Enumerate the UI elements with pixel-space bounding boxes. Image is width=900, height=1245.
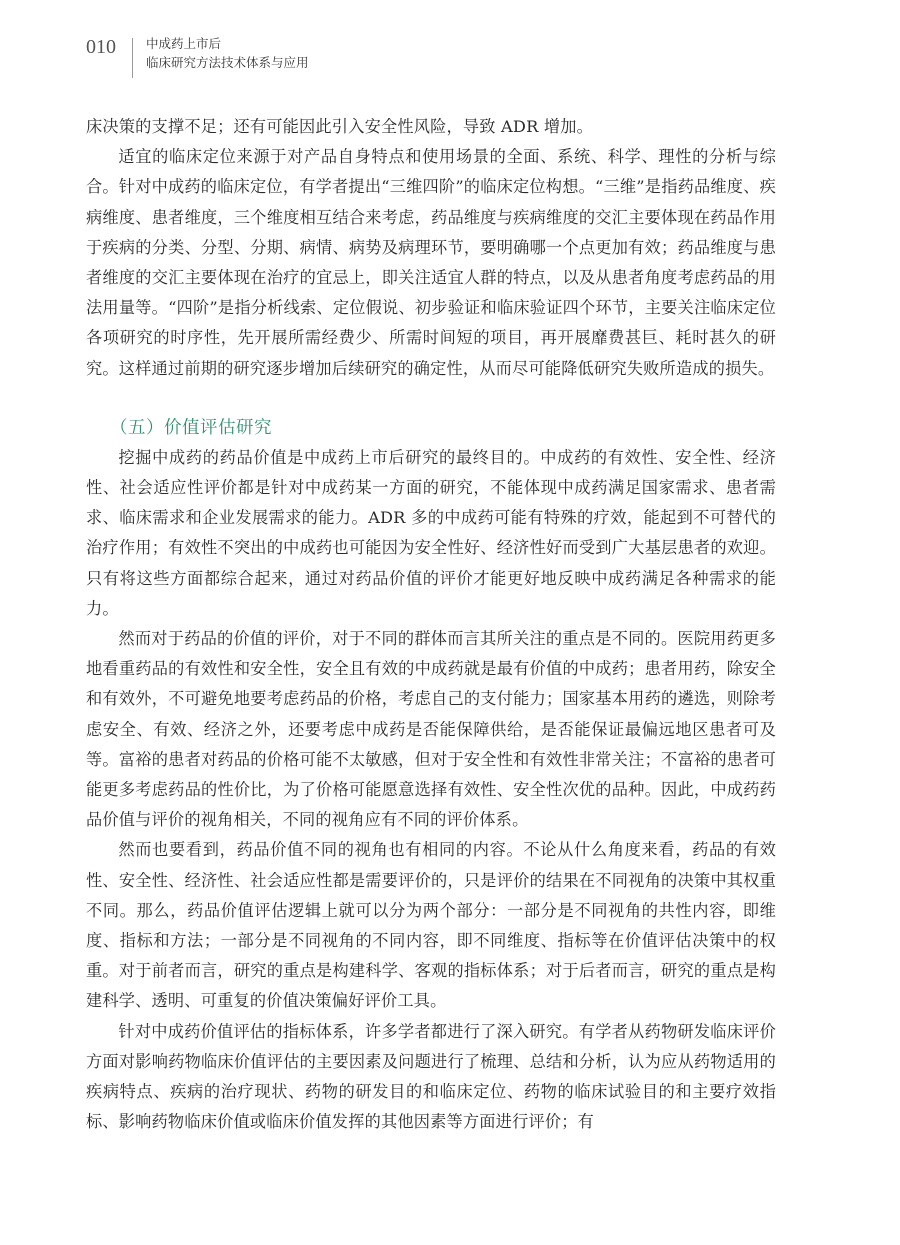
paragraph-value-mining: 挖掘中成药的药品价值是中成药上市后研究的最终目的。中成药的有效性、安全性、经济性、社会适应性评价都是针对中成药某一方面的研究，不能体现中成药满足国家需求、患者需求、临床需求和企业发展需求的能力。ADR 多的中成药可能有特殊的疗效，能起到不可替代的治疗作用；有效性不突出的中成药也可能因为安全性好、经济性好而受到广大基层患者的欢迎。只有将这些方面都综合起来，通过对药品价值的评价才能更好地反映中成药满足各种需求的能力。	[86, 447, 776, 618]
paragraph-value-perspectives: 然而对于药品的价值的评价，对于不同的群体而言其所关注的重点是不同的。医院用药更多地看重药品的有效性和安全性，安全且有效的中成药就是最有价值的中成药；患者用药，除安全和有效外，不可避免地要考虑药品的价格，考虑自己的支付能力；国家基本用药的遴选，则除考虑安全、有效、经济之外，还要考虑中成药是否能保障供给，是否能保证最偏远地区患者可及等。富裕的患者对药品的价格可能不太敏感，但对于安全性和有效性非常关注；不富裕的患者可能更多考虑药品的性价比，为了价格可能愿意选择有效性、安全性次优的品种。因此，中成药药品价值与评价的视角相关，不同的视角应有不同的评价体系。	[86, 629, 776, 830]
running-header	[86, 34, 309, 78]
paragraph-common-content: 然而也要看到，药品价值不同的视角也有相同的内容。不论从什么角度来看，药品的有效性、安全性、经济性、社会适应性都是需要评价的，只是评价的结果在不同视角的决策中其权重不同。那么，药品价值评估逻辑上就可以分为两个部分：一部分是不同视角的共性内容，即维度、指标和方法；一部分是不同视角的不同内容，即不同维度、指标等在价值评估决策中的权重。对于前者而言，研究的重点是构建科学、客观的指标体系；对于后者而言，研究的重点是构建科学、透明、可重复的价值决策偏好评价工具。	[86, 840, 776, 1011]
paragraph-indicator-system: 针对中成药价值评估的指标体系，许多学者都进行了深入研究。有学者从药物研发临床评价方面对影响药物临床价值评估的主要因素及问题进行了梳理、总结和分析，认为应从药物适用的疾病特点、疾病的治疗现状、药物的研发目的和临床定位、药物的临床试验目的和主要疗效指标、影响药物临床价值或临床价值发挥的其他因素等方面进行评价；有	[86, 1021, 776, 1132]
paragraph-continuation: 床决策的支撑不足；还有可能因此引入安全性风险，导致 ADR 增加。	[86, 117, 593, 136]
page-body	[86, 112, 776, 1138]
page-number: 010	[86, 36, 116, 58]
running-title-line-2: 临床研究方法技术体系与应用	[146, 55, 309, 70]
header-divider	[132, 38, 133, 78]
running-title	[146, 34, 309, 72]
section-heading: （五）价值评估研究	[110, 417, 272, 438]
running-title-line-1: 中成药上市后	[146, 36, 222, 51]
paragraph-clinical-positioning: 适宜的临床定位来源于对产品自身特点和使用场景的全面、系统、科学、理性的分析与综合。针对中成药的临床定位，有学者提出“三维四阶”的临床定位构想。“三维”是指药品维度、疾病维度、患者维度，三个维度相互结合来考虑，药品维度与疾病维度的交汇主要体现在药品作用于疾病的分类、分型、分期、病情、病势及病理环节，要明确哪一个点更加有效；药品维度与患者维度的交汇主要体现在治疗的宜忌上，即关注适宜人群的特点，以及从患者角度考虑药品的用法用量等。“四阶”是指分析线索、定位假说、初步验证和临床验证四个环节，主要关注临床定位各项研究的时序性，先开展所需经费少、所需时间短的项目，再开展靡费甚巨、耗时甚久的研究。这样通过前期的研究逐步增加后续研究的确定性，从而尽可能降低研究失败所造成的损失。	[86, 147, 776, 378]
